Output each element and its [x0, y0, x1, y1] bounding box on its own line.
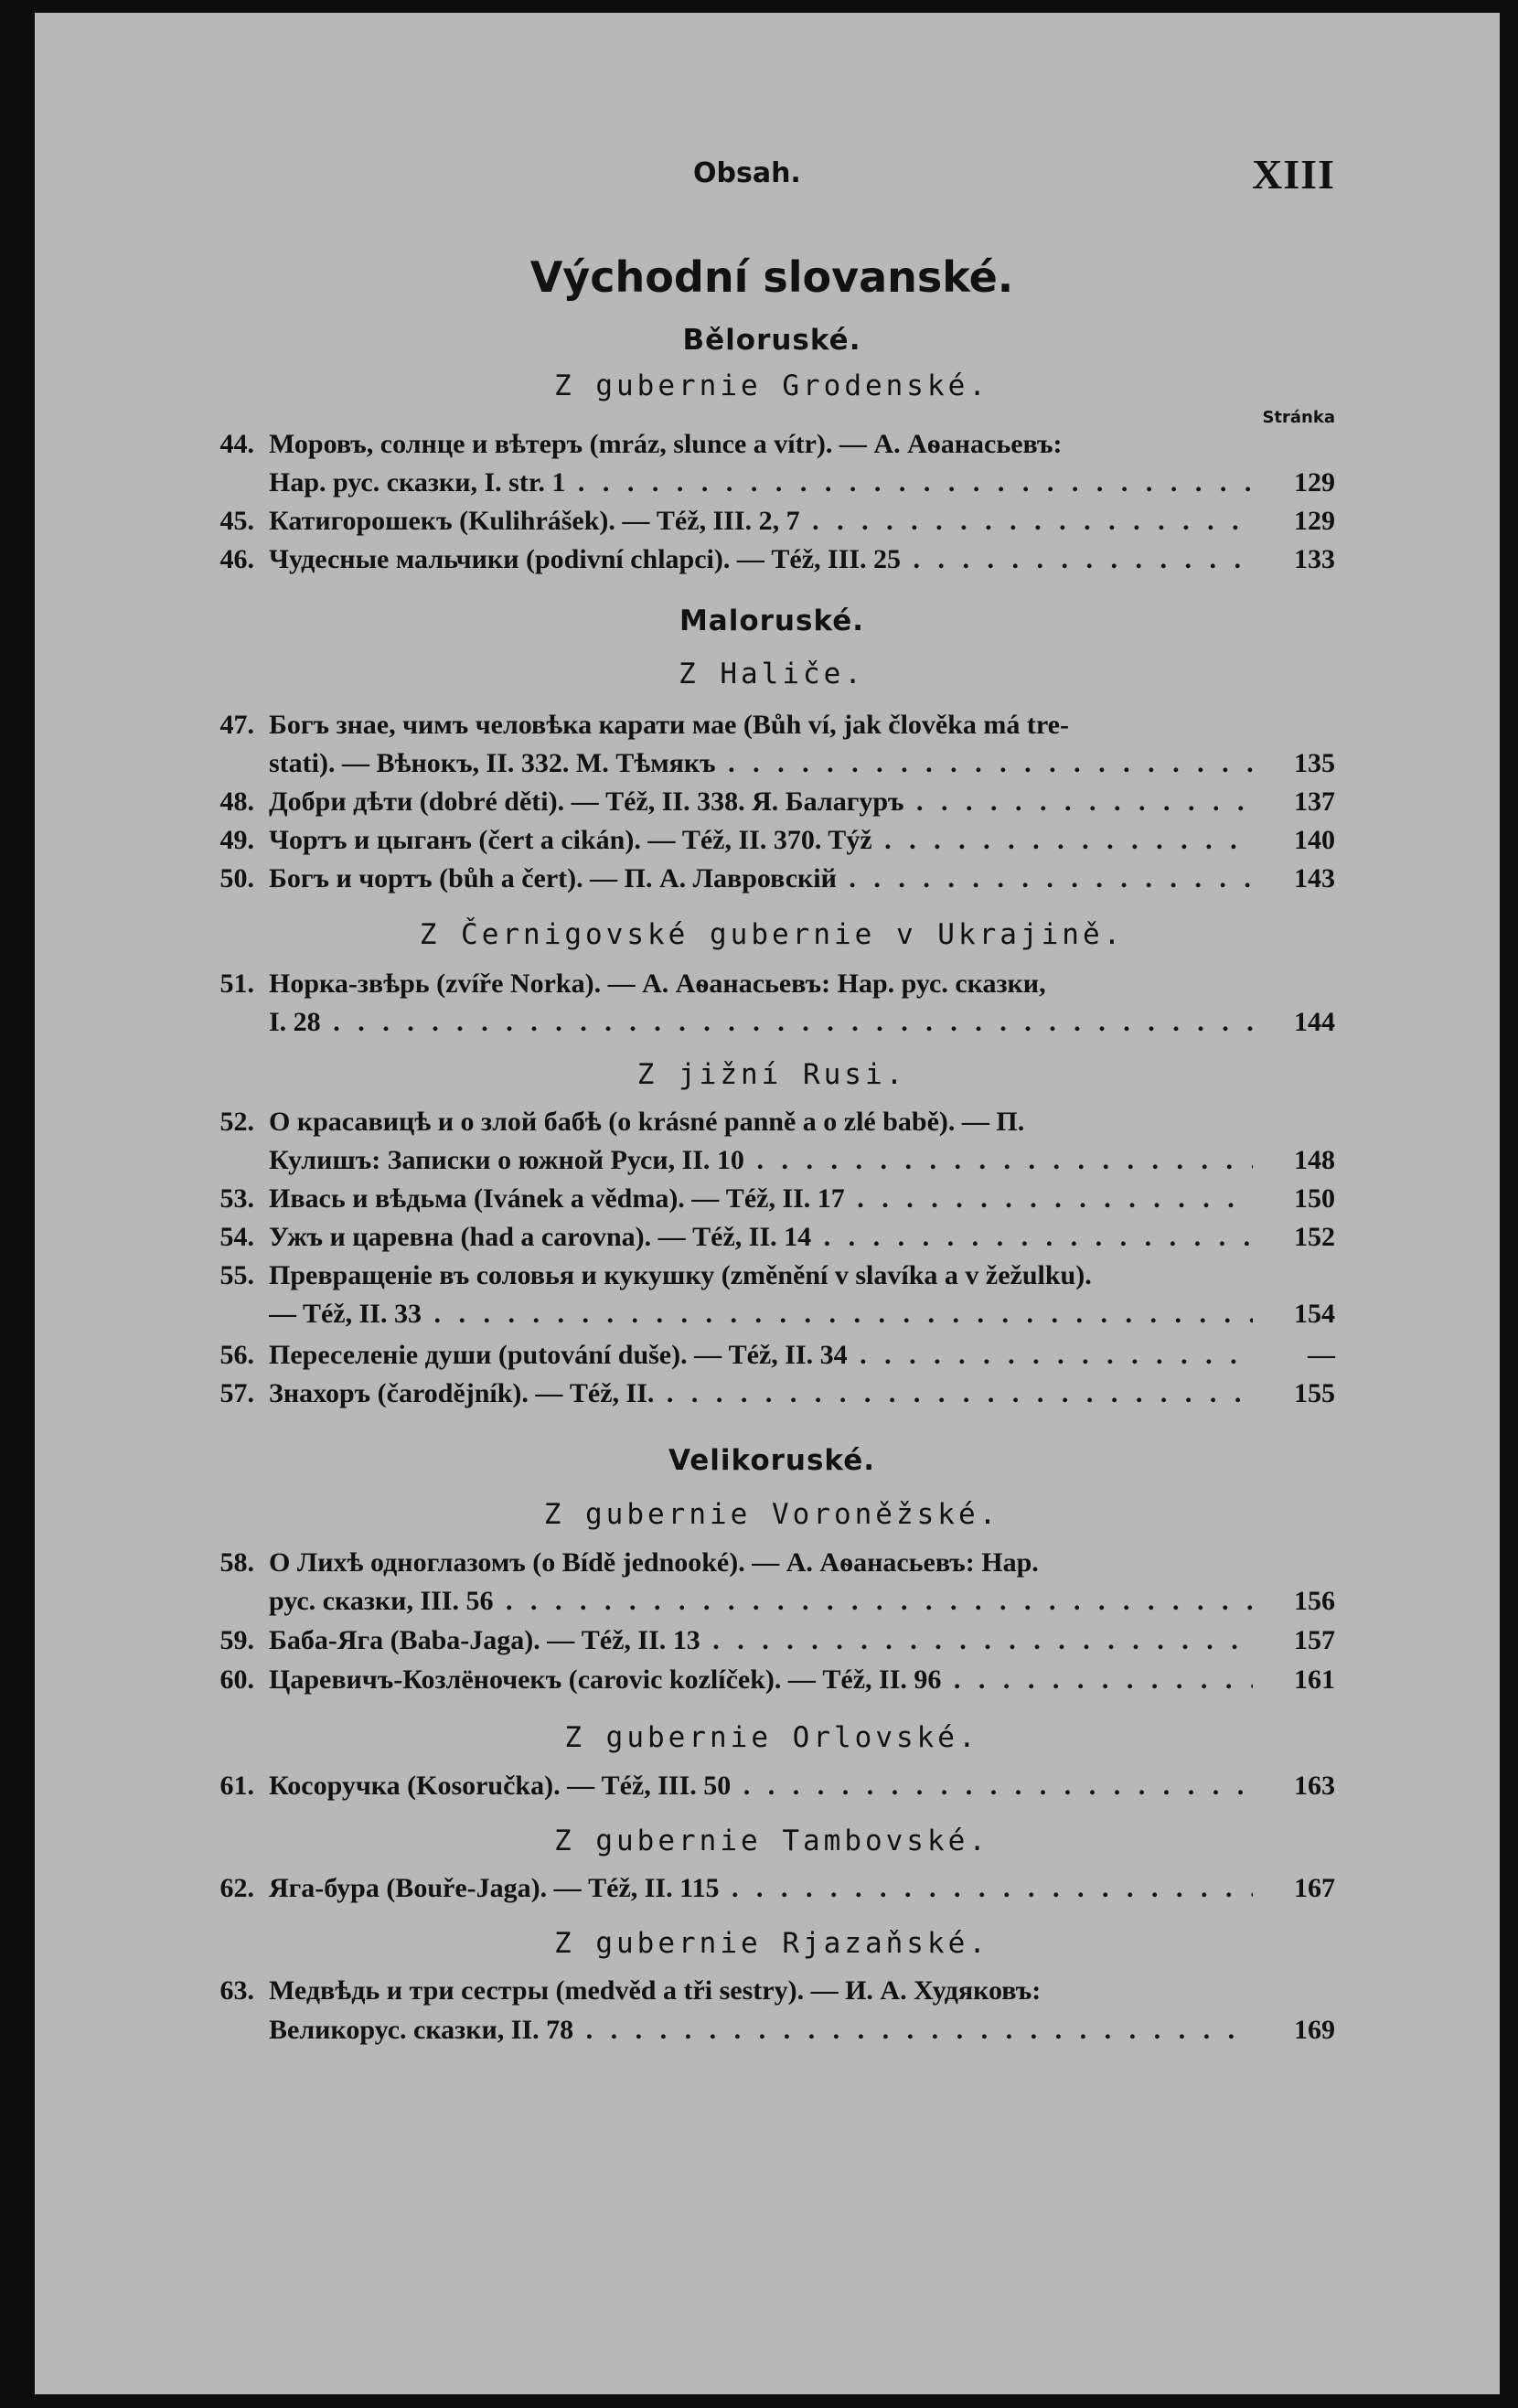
subsection-jizni-rus: Z jižní Rusi. — [636, 1058, 907, 1091]
toc-entry-60: 60. Царевичъ-Козлёночекъ (carovic kozlíček). — Též, II. 96 . . . 161 — [208, 1664, 1335, 1703]
toc-entry-57: 57. Знахоръ (čarodějník). — Též, II. . . . 155 — [208, 1378, 1335, 1417]
toc-entry-56: 56. Переселеніе души (putování duše). — Též, II. 34 . . . — — [208, 1340, 1335, 1378]
toc-entry-53: 53. Ивась и вѣдьма (Ivánek a vědma). — Též, II. 17 . . . 150 — [208, 1183, 1335, 1222]
toc-entry-58: 58. О Лихѣ одноглазомъ (o Bídě jednooké). — А. Аѳанасьевъ: Нар. — [219, 1547, 1039, 1578]
toc-entry-52: 52. О красавицѣ и о злой бабѣ (o krásné panně a o zlé babě). — П. — [219, 1107, 1025, 1137]
subsection-grodenske: Z gubernie Grodenské. — [554, 369, 989, 402]
page-number: 148 — [1294, 1145, 1335, 1175]
page-number: 154 — [1294, 1299, 1335, 1329]
toc-entry-48: 48. Добри дѣти (dobré děti). — Též, II. 338. Я. Балагуръ . . . 137 — [208, 787, 1335, 825]
page-number: 150 — [1294, 1183, 1335, 1214]
toc-entry-62: 62. Яга-бура (Bouře-Jaga). — Též, II. 115 . . . 167 — [208, 1873, 1335, 1911]
toc-entry-51: 51. Норка-звѣрь (zvíře Norka). — А. Аѳанасьевъ: Нар. рус. сказки, — [219, 969, 1046, 999]
page-number: 161 — [1294, 1664, 1335, 1695]
toc-entry-52-cont: Кулишъ: Записки о южной Руси, II. 10 . . . 148 — [208, 1145, 1335, 1183]
toc-entry-61: 61. Косоручка (Kosoručka). — Též, III. 50 . . . 163 — [208, 1771, 1335, 1809]
toc-entry-63: 63. Медвѣдь и три сестры (medvěd a tři sestry). — И. А. Худяковъ: — [219, 1975, 1042, 2006]
toc-entry-44-cont: Нар. рус. сказки, I. str. 1 . . . 129 — [208, 467, 1335, 506]
page-number: 129 — [1294, 467, 1335, 498]
toc-entry-59: 59. Баба-Яга (Baba-Jaga). — Též, II. 13 . . . 157 — [208, 1625, 1335, 1664]
section-title-maloruske: Maloruské. — [679, 605, 865, 637]
book-page — [35, 13, 1500, 2394]
subsection-halic: Z Haliče. — [679, 658, 865, 690]
page-number: 129 — [1294, 506, 1335, 536]
page-number: 133 — [1294, 544, 1335, 574]
header-page-number: XIII — [1252, 151, 1335, 198]
toc-entry-46: 46. Чудесные мальчики (podivní chlapci). — Též, III. 25 . . . 133 — [208, 544, 1335, 583]
subsection-voronezske: Z gubernie Voroněžské. — [543, 1498, 1000, 1531]
page-number: 163 — [1294, 1771, 1335, 1801]
toc-entry-44: 44. Моровъ, солнце и вѣтеръ (mráz, slunce a vítr). — А. Аѳанасьевъ: — [219, 429, 1063, 459]
page-number: 156 — [1294, 1586, 1335, 1616]
toc-entry-63-cont: Великорус. сказки, II. 78 . . . 169 — [208, 2015, 1335, 2053]
toc-entry-47-cont: stati). — Вѣнокъ, II. 332. М. Тѣмякъ . . . 135 — [208, 748, 1335, 787]
page-number: 152 — [1294, 1222, 1335, 1252]
page-column-label: Stránka — [1262, 408, 1335, 427]
page-number: 169 — [1294, 2015, 1335, 2045]
main-title: Východní slovanské. — [529, 252, 1014, 302]
subsection-tambovske: Z gubernie Tambovské. — [554, 1825, 989, 1857]
toc-entry-51-cont: I. 28 . . . 144 — [208, 1007, 1335, 1045]
page-number: 135 — [1294, 748, 1335, 778]
subsection-rjazanske: Z gubernie Rjazaňské. — [554, 1927, 989, 1960]
section-title-velikoruske: Velikoruské. — [668, 1444, 876, 1477]
running-header — [208, 150, 1335, 205]
toc-entry-54: 54. Ужъ и царевна (had a carovna). — Též, II. 14 . . . 152 — [208, 1222, 1335, 1260]
page-number: 143 — [1294, 863, 1335, 894]
section-title-beloruske: Běloruské. — [682, 324, 861, 357]
toc-entry-50: 50. Богъ и чортъ (bůh a čert). — П. А. Лавровскій . . . 143 — [208, 863, 1335, 902]
header-title: Obsah. — [693, 157, 801, 189]
toc-entry-45: 45. Катигорошекъ (Kulihrášek). — Též, III. 2, 7 . . . 129 — [208, 506, 1335, 544]
page-number: 144 — [1294, 1007, 1335, 1037]
toc-entry-58-cont: рус. сказки, III. 56 . . . 156 — [208, 1586, 1335, 1624]
page-number: 167 — [1294, 1873, 1335, 1903]
page-number: 140 — [1294, 825, 1335, 855]
page-number: 155 — [1294, 1378, 1335, 1408]
page-number: — — [1308, 1340, 1335, 1370]
toc-entry-49: 49. Чортъ и цыганъ (čert a cikán). — Též, II. 370. Týž . . . 140 — [208, 825, 1335, 863]
page-number: 137 — [1294, 787, 1335, 817]
page-number: 157 — [1294, 1625, 1335, 1655]
subsection-orlovske: Z gubernie Orlovské. — [564, 1721, 979, 1754]
toc-entry-55: 55. Превращеніе въ соловья и кукушку (změnění v slavíka a v žežulku). — [219, 1260, 1092, 1290]
toc-entry-55-cont: — Též, II. 33 . . . 154 — [208, 1299, 1335, 1337]
toc-entry-47: 47. Богъ знае, чимъ человѣка карати мае (Bůh ví, jak člověka má tre- — [219, 710, 1069, 740]
subsection-cernigovske: Z Černigovské gubernie v Ukrajině. — [419, 918, 1125, 951]
